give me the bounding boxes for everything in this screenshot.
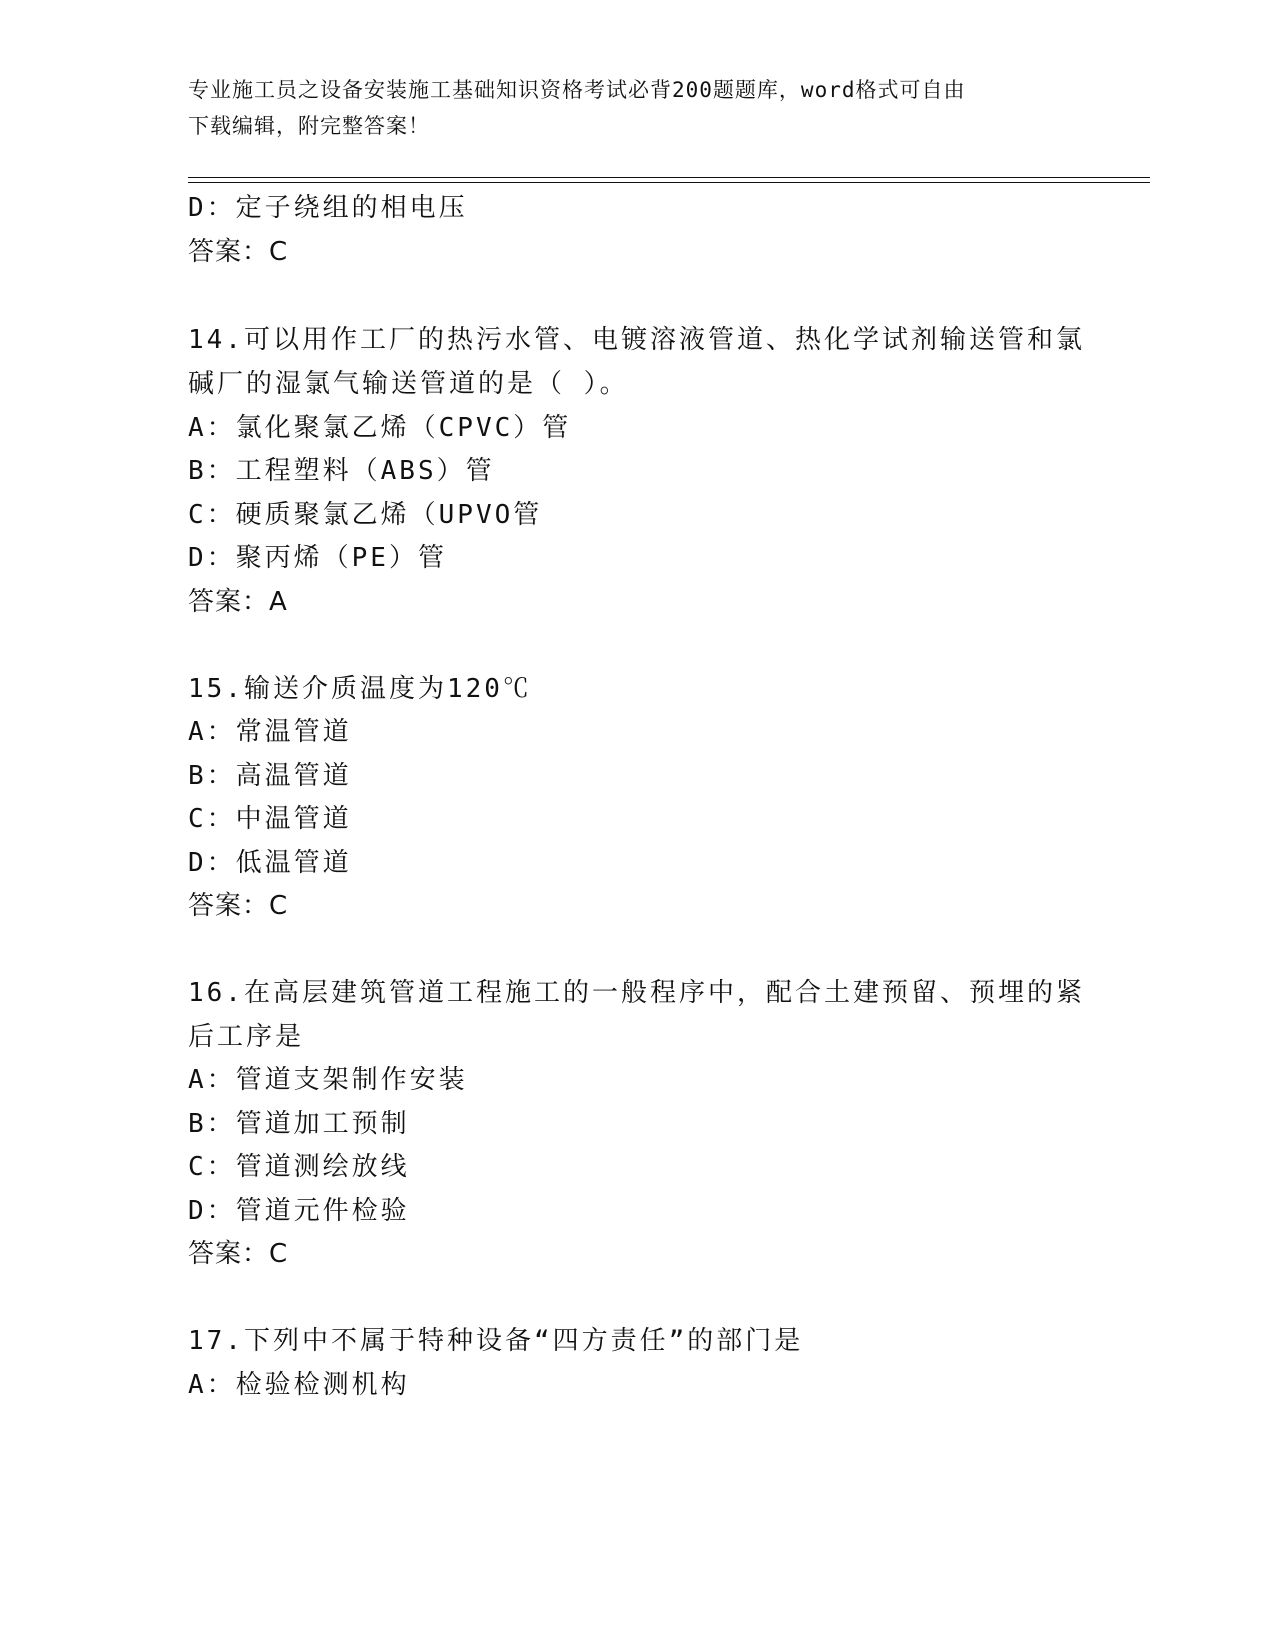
- document-header: [188, 72, 1088, 144]
- header-line-1: 专业施工员之设备安装施工基础知识资格考试必背200题题库，word格式可自由: [188, 78, 966, 102]
- q16-option-d: D：管道元件检验: [188, 1196, 410, 1226]
- q14-option-c: C：硬质聚氯乙烯（UPVO管: [188, 500, 543, 530]
- q15-option-a: A：常温管道: [188, 717, 352, 747]
- q14-stem-line-1: 14.可以用作工厂的热污水管、电镀溶液管道、热化学试剂输送管和氯: [188, 325, 1085, 355]
- header-line-2: 下载编辑，附完整答案！: [188, 114, 430, 138]
- q16-stem-line-2: 后工序是: [188, 1022, 305, 1052]
- q14-answer: 答案：A: [188, 587, 288, 617]
- q16-option-b: B：管道加工预制: [188, 1109, 410, 1139]
- q15-answer: 答案：C: [188, 891, 289, 921]
- prev-option-d: D：定子绕组的相电压: [188, 193, 468, 223]
- q14-option-a: A：氯化聚氯乙烯（CPVC）管: [188, 413, 572, 443]
- header-divider-bottom: [188, 182, 1150, 183]
- q16-option-c: C：管道测绘放线: [188, 1152, 410, 1182]
- q16-option-a: A：管道支架制作安装: [188, 1065, 468, 1095]
- q15-option-c: C：中温管道: [188, 804, 352, 834]
- q14-stem-line-2: 碱厂的湿氯气输送管道的是（ ）。: [188, 369, 629, 399]
- q17-option-a: A：检验检测机构: [188, 1370, 410, 1400]
- q15-option-b: B：高温管道: [188, 761, 352, 791]
- q14-option-d: D：聚丙烯（PE）管: [188, 543, 447, 573]
- header-divider-top: [188, 177, 1150, 178]
- prev-answer: 答案：C: [188, 237, 289, 267]
- q15-option-d: D：低温管道: [188, 848, 352, 878]
- q15-stem-line-1: 15.输送介质温度为120℃: [188, 674, 532, 704]
- q16-answer: 答案：C: [188, 1239, 289, 1269]
- q16-stem-line-1: 16.在高层建筑管道工程施工的一般程序中，配合土建预留、预埋的紧: [188, 978, 1085, 1008]
- q14-option-b: B：工程塑料（ABS）管: [188, 456, 495, 486]
- q17-stem-line-1: 17.下列中不属于特种设备“四方责任”的部门是: [188, 1326, 804, 1356]
